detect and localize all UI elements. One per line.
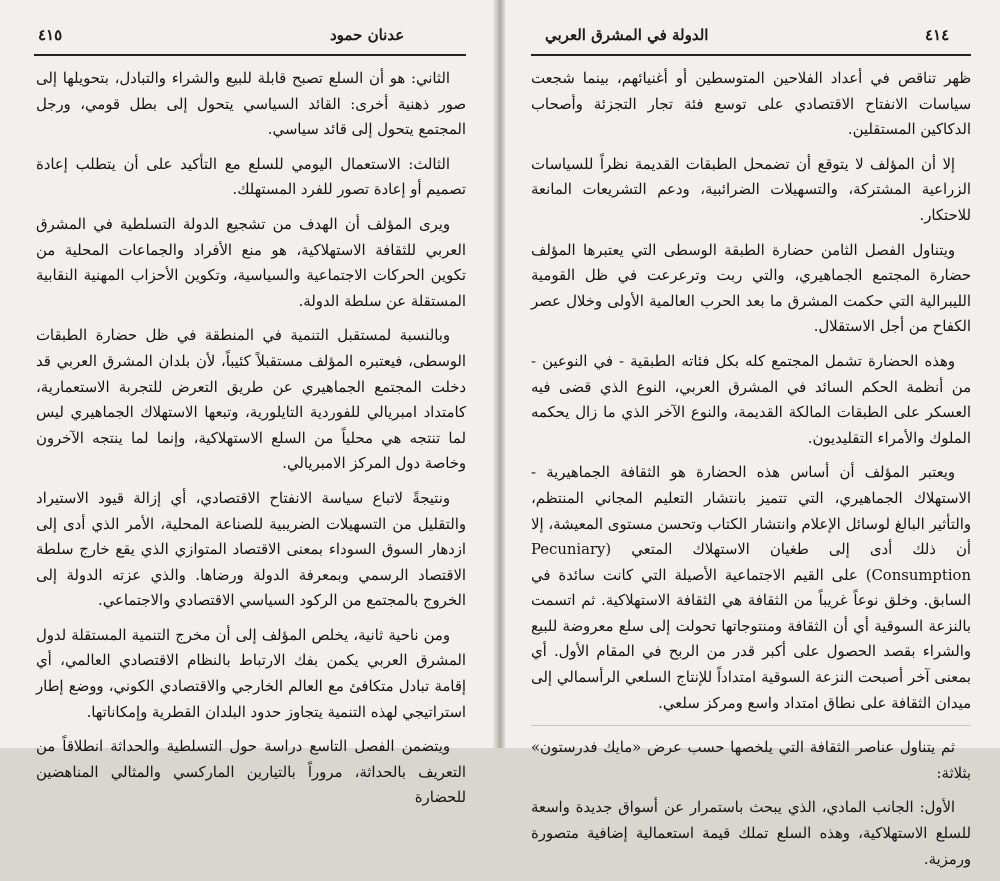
page-number: ٤١٤ xyxy=(925,26,950,44)
page-body xyxy=(531,66,971,881)
paragraph: ويعتبر المؤلف أن أساس هذه الحضارة هو الثقافة الجماهيرية - الاستهلاك الجماهيري، التي تتميز بانتشار التعليم المجاني المنتظم، والتأثير البالغ لوسائل الإعلام وانتشار الكتاب وتحسن مستوى المعيشة، إلا أن ذلك أدى إلى طغيان الاستهلاك المتعي (Pecuniary Consumption) على القيم الاجتماعية الأصيلة التي كانت سائدة في السابق. وخلق نوعاً غريباً من الثقافة هي الثقافة الاستهلاكية. ثم اتسمت بالنزعة السوقية أي أن الثقافة ومنتوجاتها تحولت إلى سلع معروضة للبيع والشراء بقصد الحصول على أكبر قدر من الربح في المقام الأول. أي بمعنى آخر أصبحت النزعة السوقية امتداداً للإنتاج السلعي الرأسمالي إلى ميدان الثقافة على نطاق امتداد واسع ومركز سلعي. xyxy=(531,464,971,712)
running-header: الدولة في المشرق العربي xyxy=(545,26,709,44)
paragraph: وبالنسبة لمستقبل التنمية في المنطقة في ظل حضارة الطبقات الوسطى، فيعتبره المؤلف مستقبلاً كئيباً، لأن بلدان المشرق العربي قد دخلت المجتمع الجماهيري عن طريق التعرض للتجربة الاستعمارية، كامتداد امبريالي للفوردية التايلورية، وتبعها الاستهلاك الجماهيري ليس لما تنتجه هي محلياً من السلع الاستهلاكية، وإنما لما ينتجه الآخرون وخاصة دول المركز الامبريالي. xyxy=(36,327,466,473)
paragraph: الثاني: هو أن السلع تصبح قابلة للبيع والشراء والتبادل، بتحويلها إلى صور ذهنية أخرى: القائد السياسي يتحول إلى بطل قومي، ورجل المجتمع يتحول إلى قائد سياسي. xyxy=(36,70,466,139)
paragraph: ويرى المؤلف أن الهدف من تشجيع الدولة التسلطية في المشرق العربي للثقافة الاستهلاكية، هو منع الأفراد والجماعات المحلية من تكوين الحركات الاجتماعية والسياسية، وتكوين الأحزاب المهنية النقابية المستقلة عن سلطة الدولة. xyxy=(36,215,466,310)
paragraph: ونتيجةً لاتباع سياسة الانفتاح الاقتصادي، أي إزالة قيود الاستيراد والتقليل من التسهيلات الضريبية للصناعة المحلية، الأمر الذي أدى إلى ازدهار السوق السوداء بمعنى الاقتصاد المتوازي الذي يقع خارج سلطة الاقتصاد الرسمي وبمعرفة الدولة ورضاها. والذي عزته الدولة إلى الخروج بالمجتمع من الركود السياسي الاقتصادي والاجتماعي. xyxy=(36,489,466,610)
left-page xyxy=(0,0,495,807)
paragraph: ومن ناحية ثانية، يخلص المؤلف إلى أن مخرج التنمية المستقلة لدول المشرق العربي يكمن بفك الارتباط بالنظام الاقتصادي العالمي، أي إقامة تبادل متكافئ مع العالم الخارجي والاقتصادي الكوني، ووضع إطار استراتيجي لهذه التنمية يتجاوز حدود البلدان القطرية وإمكاناتها. xyxy=(36,626,466,721)
paragraph: ظهر تناقص في أعداد الفلاحين المتوسطين أو أغنيائهم، بينما شجعت سياسات الانفتاح الاقتصادي على توسع فئة تجار التجزئة وأصحاب الدكاكين المستقلين. xyxy=(531,70,971,139)
header-rule xyxy=(531,54,971,56)
paragraph: وهذه الحضارة تشمل المجتمع كله بكل فئاته الطبقية - في النوعين - من أنظمة الحكم السائد في المشرق العربي، النوع الذي قضى فيه العسكر على الطبقات المالكة القديمة، والنوع الآخر الذي ما زال يحكمه الملوك والأمراء التقليديون. xyxy=(531,352,971,447)
paragraph: ويتناول الفصل الثامن حضارة الطبقة الوسطى التي يعتبرها المؤلف حضارة المجتمع الجماهيري، والتي ربت وترعرعت في ظل القومية الليبرالية التي حكمت المشرق ما بعد الحرب العالمية الأولى وخلال عصر الكفاح من أجل الاستقلال. xyxy=(531,241,971,336)
header-rule xyxy=(34,54,466,56)
paragraph: الأول: الجانب المادي، الذي يبحث باستمرار عن أسواق جديدة واسعة للسلع الاستهلاكية، وهذه السلع تملك قيمة استعمالية إضافية متصورة ورمزية. xyxy=(531,799,971,868)
paragraph: ثم يتناول عناصر الثقافة التي يلخصها حسب عرض «مايك فدرستون» بثلاثة: xyxy=(531,725,971,786)
page-number: ٤١٥ xyxy=(38,26,63,44)
paragraph: إلا أن المؤلف لا يتوقع أن تضمحل الطبقات القديمة نظراً للسياسات الزراعية المشتركة، والتسهيلات الضرائبية، ودعم التشريعات المانعة للاحتكار. xyxy=(531,155,971,224)
paragraph: ويتضمن الفصل التاسع دراسة حول التسلطية والحداثة انطلاقاً من التعريف بالحداثة، مروراً بالتيارين الماركسي والمثالي المناهضين للحضارة xyxy=(36,738,466,807)
running-header: عدنان حمود xyxy=(330,26,405,44)
paragraph: الثالث: الاستعمال اليومي للسلع مع التأكيد على أن يتطلب إعادة تصميم أو إعادة تصور للفرد المستهلك. xyxy=(36,155,466,199)
right-page xyxy=(505,0,1000,868)
page-body xyxy=(36,66,466,820)
